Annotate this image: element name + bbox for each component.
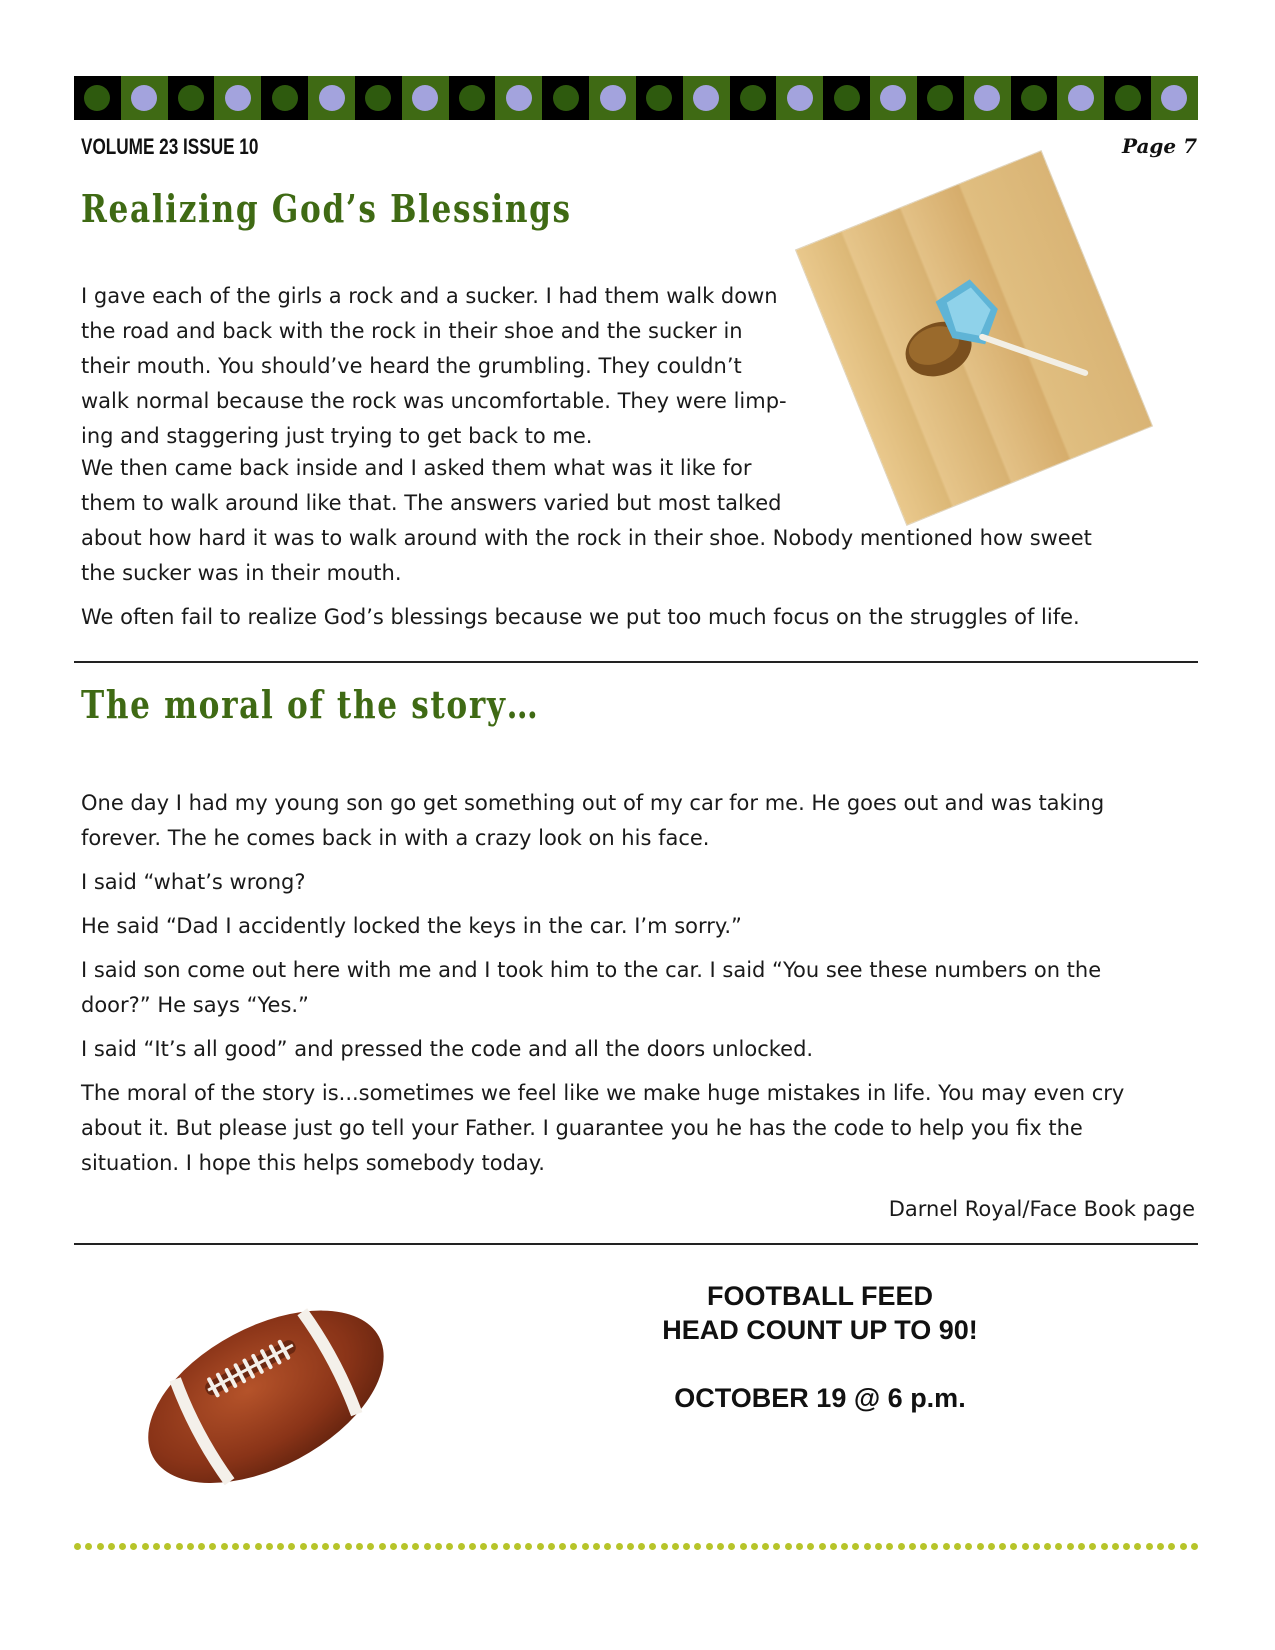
- article1-p2-line: the sucker was in their mouth.: [81, 561, 402, 585]
- banner-cell: [121, 76, 168, 120]
- footer-dot: [311, 1543, 318, 1550]
- promo-line-2: HEAD COUNT UP TO 90!: [662, 1315, 978, 1345]
- banner-cell: [917, 76, 964, 120]
- banner-cell: [542, 76, 589, 120]
- promo-line-1: FOOTBALL FEED: [707, 1281, 933, 1311]
- footer-dot: [864, 1543, 871, 1550]
- banner-dot: [84, 85, 110, 111]
- banner-cell: [1057, 76, 1104, 120]
- footer-dot: [570, 1543, 577, 1550]
- banner-cell: [1011, 76, 1058, 120]
- article1-p1-line: the road and back with the rock in their shoe and the sucker in: [81, 319, 743, 343]
- footer-dot: [412, 1543, 419, 1550]
- article2-p4-line: I said son come out here with me and I took him to the car. I said “You see these numbers on the: [81, 958, 1102, 982]
- article1-p1-line: I gave each of the girls a rock and a sucker. I had them walk down: [81, 284, 778, 308]
- footer-dot: [762, 1543, 769, 1550]
- banner-dot: [319, 85, 345, 111]
- footer-dot: [943, 1543, 950, 1550]
- footer-dot: [751, 1543, 758, 1550]
- article1-body-continued: [81, 451, 1201, 644]
- article1-body: [81, 279, 821, 463]
- section-divider: [74, 661, 1198, 663]
- footer-dot: [717, 1543, 724, 1550]
- footer-dot: [988, 1543, 995, 1550]
- footer-dot: [1146, 1543, 1153, 1550]
- banner-cell: [168, 76, 215, 120]
- banner-cell: [495, 76, 542, 120]
- banner-cell: [730, 76, 777, 120]
- footer-dot: [1067, 1543, 1074, 1550]
- footer-dot: [300, 1543, 307, 1550]
- footer-dot: [807, 1543, 814, 1550]
- footer-dot: [390, 1543, 397, 1550]
- banner-cell: [1104, 76, 1151, 120]
- footer-dot: [221, 1543, 228, 1550]
- banner-cell: [214, 76, 261, 120]
- banner-cell: [776, 76, 823, 120]
- footer-dot: [1112, 1543, 1119, 1550]
- footer-dot: [119, 1543, 126, 1550]
- footer-dot: [1191, 1543, 1198, 1550]
- article1-p1-line: ing and staggering just trying to get back to me.: [81, 424, 593, 448]
- article2-paragraph-1: [81, 786, 1201, 856]
- article1-p2-line: We then came back inside and I asked them what was it like for: [81, 456, 752, 480]
- banner-dot: [365, 85, 391, 111]
- footer-dot: [525, 1543, 532, 1550]
- article2-p6-line: The moral of the story is...sometimes we feel like we make huge mistakes in life. You may even cry: [81, 1081, 1125, 1105]
- banner-dot: [740, 85, 766, 111]
- footer-dot: [469, 1543, 476, 1550]
- article1-p2-line: about how hard it was to walk around with the rock in their shoe. Nobody mentioned how sweet: [81, 526, 1092, 550]
- footer-dot: [333, 1543, 340, 1550]
- article2-paragraph-2: I said “what’s wrong?: [81, 870, 306, 894]
- footer-dotted-rule: [74, 1543, 1198, 1553]
- footer-dot: [130, 1543, 137, 1550]
- footer-dot: [176, 1543, 183, 1550]
- footer-dot: [785, 1543, 792, 1550]
- footer-dot: [920, 1543, 927, 1550]
- footer-dot: [1078, 1543, 1085, 1550]
- banner-cell: [308, 76, 355, 120]
- banner-cell: [823, 76, 870, 120]
- volume-issue-label: VOLUME 23 ISSUE 10: [81, 134, 259, 159]
- footer-dot: [965, 1543, 972, 1550]
- footer-dot: [142, 1543, 149, 1550]
- banner-dot: [178, 85, 204, 111]
- footer-dot: [367, 1543, 374, 1550]
- banner-dot: [927, 85, 953, 111]
- banner-dot: [834, 85, 860, 111]
- header-dot-banner: [74, 76, 1198, 120]
- footer-dot: [85, 1543, 92, 1550]
- footer-dot: [153, 1543, 160, 1550]
- article1-paragraph-2: [81, 451, 1201, 591]
- footer-dot: [1157, 1543, 1164, 1550]
- banner-dot: [225, 85, 251, 111]
- footer-dot: [954, 1543, 961, 1550]
- footer-dot: [288, 1543, 295, 1550]
- article2-p4-line: door?” He says “Yes.”: [81, 993, 309, 1017]
- footer-dot: [559, 1543, 566, 1550]
- article2-paragraph-5: I said “It’s all good” and pressed the code and all the doors unlocked.: [81, 1037, 814, 1061]
- footer-dot: [277, 1543, 284, 1550]
- footer-dot: [841, 1543, 848, 1550]
- banner-dot: [1115, 85, 1141, 111]
- article2-paragraph-4: [81, 953, 1201, 1023]
- footer-dot: [255, 1543, 262, 1550]
- banner-cell: [683, 76, 730, 120]
- article2-body: [81, 786, 1201, 1190]
- banner-dot: [553, 85, 579, 111]
- footer-dot: [616, 1543, 623, 1550]
- banner-cell: [589, 76, 636, 120]
- footer-dot: [672, 1543, 679, 1550]
- banner-cell: [870, 76, 917, 120]
- footer-dot: [514, 1543, 521, 1550]
- attribution: Darnel Royal/Face Book page: [888, 1197, 1195, 1221]
- footer-dot: [379, 1543, 386, 1550]
- football-icon: [135, 1305, 395, 1485]
- article2-paragraph-6: [81, 1076, 1201, 1181]
- footer-dot: [582, 1543, 589, 1550]
- footer-dot: [1055, 1543, 1062, 1550]
- footer-dot: [1089, 1543, 1096, 1550]
- footer-dot: [424, 1543, 431, 1550]
- article2-p1-line: One day I had my young son go get something out of my car for me. He goes out and was taking: [81, 791, 1105, 815]
- banner-dot: [974, 85, 1000, 111]
- footer-dot: [1044, 1543, 1051, 1550]
- banner-dot: [600, 85, 626, 111]
- footer-dot: [1134, 1543, 1141, 1550]
- footer-dot: [1010, 1543, 1017, 1550]
- footer-dot: [886, 1543, 893, 1550]
- footer-dot: [537, 1543, 544, 1550]
- football-feed-date: OCTOBER 19 @ 6 p.m.: [674, 1383, 966, 1413]
- footer-dot: [1033, 1543, 1040, 1550]
- article1-p1-line: walk normal because the rock was uncomfortable. They were limp-: [81, 389, 787, 413]
- article-title-moral: The moral of the story…: [81, 682, 540, 727]
- article1-paragraph-3: We often fail to realize God’s blessings because we put too much focus on the struggles of life.: [81, 605, 1080, 629]
- footer-dot: [638, 1543, 645, 1550]
- footer-dot: [345, 1543, 352, 1550]
- footer-dot: [548, 1543, 555, 1550]
- footer-dot: [480, 1543, 487, 1550]
- article1-paragraph-1: [81, 279, 821, 454]
- footer-dot: [931, 1543, 938, 1550]
- banner-cell: [74, 76, 121, 120]
- footer-dot: [852, 1543, 859, 1550]
- footer-dot: [164, 1543, 171, 1550]
- footer-dot: [1022, 1543, 1029, 1550]
- banner-dot: [131, 85, 157, 111]
- banner-dot: [787, 85, 813, 111]
- footer-dot: [446, 1543, 453, 1550]
- footer-dot: [198, 1543, 205, 1550]
- banner-dot: [693, 85, 719, 111]
- footer-dot: [593, 1543, 600, 1550]
- footer-dot: [322, 1543, 329, 1550]
- footer-dot: [232, 1543, 239, 1550]
- article2-paragraph-3: He said “Dad I accidently locked the keys in the car. I’m sorry.”: [81, 914, 742, 938]
- footer-dot: [108, 1543, 115, 1550]
- banner-dot: [272, 85, 298, 111]
- footer-dot: [74, 1543, 81, 1550]
- footer-dot: [1168, 1543, 1175, 1550]
- banner-cell: [355, 76, 402, 120]
- banner-cell: [1151, 76, 1198, 120]
- banner-cell: [964, 76, 1011, 120]
- footer-dot: [503, 1543, 510, 1550]
- banner-dot: [646, 85, 672, 111]
- footer-dot: [898, 1543, 905, 1550]
- footer-dot: [796, 1543, 803, 1550]
- footer-dot: [435, 1543, 442, 1550]
- footer-dot: [604, 1543, 611, 1550]
- footer-dot: [830, 1543, 837, 1550]
- banner-dot: [1161, 85, 1187, 111]
- footer-dot: [356, 1543, 363, 1550]
- footer-dot: [97, 1543, 104, 1550]
- article1-p2-line: them to walk around like that. The answers varied but most talked: [81, 491, 782, 515]
- footer-dot: [458, 1543, 465, 1550]
- banner-dot: [459, 85, 485, 111]
- footer-dot: [773, 1543, 780, 1550]
- footer-dot: [266, 1543, 273, 1550]
- footer-dot: [1101, 1543, 1108, 1550]
- football-feed-heading: [600, 1279, 1040, 1347]
- footer-dot: [1123, 1543, 1130, 1550]
- banner-dot: [880, 85, 906, 111]
- footer-dot: [740, 1543, 747, 1550]
- footer-dot: [627, 1543, 634, 1550]
- banner-dot: [506, 85, 532, 111]
- footer-dot: [728, 1543, 735, 1550]
- footer-dot: [694, 1543, 701, 1550]
- footer-dot: [649, 1543, 656, 1550]
- footer-dot: [977, 1543, 984, 1550]
- article2-p6-line: situation. I hope this helps somebody today.: [81, 1151, 545, 1175]
- footer-dot: [819, 1543, 826, 1550]
- banner-cell: [449, 76, 496, 120]
- footer-dot: [706, 1543, 713, 1550]
- article-title-blessings: Realizing God’s Blessings: [81, 186, 572, 231]
- article2-p1-line: forever. The he comes back in with a crazy look on his face.: [81, 826, 710, 850]
- footer-dot: [491, 1543, 498, 1550]
- footer-dot: [209, 1543, 216, 1550]
- article2-p6-line: about it. But please just go tell your Father. I guarantee you he has the code to help you fix the: [81, 1116, 1083, 1140]
- footer-dot: [661, 1543, 668, 1550]
- banner-dot: [412, 85, 438, 111]
- footer-dot: [1180, 1543, 1187, 1550]
- footer-dot: [243, 1543, 250, 1550]
- footer-dot: [999, 1543, 1006, 1550]
- banner-cell: [261, 76, 308, 120]
- footer-dot: [187, 1543, 194, 1550]
- footer-dot: [875, 1543, 882, 1550]
- banner-dot: [1021, 85, 1047, 111]
- banner-cell: [636, 76, 683, 120]
- footer-dot: [909, 1543, 916, 1550]
- footer-dot: [401, 1543, 408, 1550]
- footer-dot: [683, 1543, 690, 1550]
- banner-cell: [402, 76, 449, 120]
- article1-p1-line: their mouth. You should’ve heard the grumbling. They couldn’t: [81, 354, 742, 378]
- page-number-label: Page 7: [1121, 134, 1197, 158]
- section-divider-2: [74, 1243, 1198, 1245]
- banner-dot: [1068, 85, 1094, 111]
